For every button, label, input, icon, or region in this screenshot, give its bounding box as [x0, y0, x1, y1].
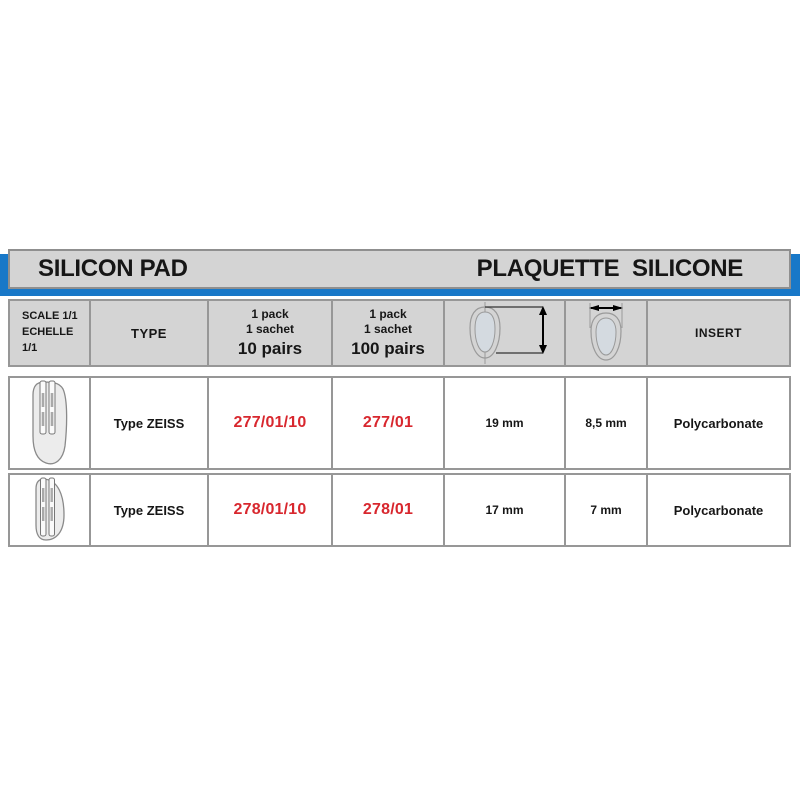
row278-cell-width	[566, 475, 648, 545]
row277-insert: Polycarbonate	[673, 415, 764, 431]
echelle-label: ECHELLE 1/1	[22, 326, 74, 354]
table-header-row	[8, 299, 791, 367]
header-cell-length	[445, 301, 566, 365]
zeiss-pad-278-drawing	[31, 477, 69, 543]
row278-insert: Polycarbonate	[673, 502, 764, 518]
header-cell-pack10	[209, 301, 333, 365]
header-cell-insert	[648, 301, 789, 365]
row277-cell-type	[91, 378, 209, 468]
page-title-translation: PLAQUETTE SILICONE	[476, 255, 743, 282]
row278-length: 17 mm	[485, 503, 524, 517]
pad-length-measure-icon	[455, 302, 555, 364]
row277-ref-pack10: 277/01/10	[233, 414, 307, 431]
row277-cell-ref100	[333, 378, 445, 468]
pack100-line2: 1 sachet	[363, 322, 413, 337]
row278-cell-ref100	[333, 475, 445, 545]
row277-length: 19 mm	[485, 416, 524, 430]
row278-cell-drawing	[10, 475, 91, 545]
header-cell-scale	[10, 301, 91, 365]
row278-cell-length	[445, 475, 566, 545]
row278-ref-pack10: 278/01/10	[233, 501, 307, 518]
row278-cell-ref10	[209, 475, 333, 545]
row278-type: Type ZEISS	[113, 502, 185, 518]
row278-cell-insert	[648, 475, 789, 545]
pad-width-measure-icon	[574, 302, 638, 364]
pack10-line1: 1 pack	[251, 306, 289, 321]
pack10-line3: 10 pairs	[237, 338, 303, 358]
row277-ref-pack100: 277/01	[362, 414, 414, 431]
page-title: SILICON PAD	[38, 255, 188, 282]
zeiss-pad-277-drawing	[27, 380, 73, 466]
row277-cell-length	[445, 378, 566, 468]
row277-cell-drawing	[10, 378, 91, 468]
header-cell-pack100	[333, 301, 445, 365]
row277-cell-insert	[648, 378, 789, 468]
type-column-label: TYPE	[131, 325, 167, 341]
insert-column-label: INSERT	[694, 326, 742, 340]
pack10-line2: 1 sachet	[245, 322, 295, 337]
banner-title-plate	[8, 249, 791, 289]
row278-cell-type	[91, 475, 209, 545]
pack100-line3: 100 pairs	[351, 338, 425, 358]
row278-ref-pack100: 278/01	[362, 501, 414, 518]
header-cell-width	[566, 301, 648, 365]
row277-cell-ref10	[209, 378, 333, 468]
header-cell-type	[91, 301, 209, 365]
scale-label: SCALE 1/1	[22, 310, 78, 323]
row277-type: Type ZEISS	[113, 415, 185, 431]
table-row-277	[8, 376, 791, 470]
row277-width: 8,5 mm	[585, 416, 627, 430]
table-row-278	[8, 473, 791, 547]
pack100-line1: 1 pack	[369, 306, 407, 321]
row277-cell-width	[566, 378, 648, 468]
row278-width: 7 mm	[590, 503, 622, 517]
